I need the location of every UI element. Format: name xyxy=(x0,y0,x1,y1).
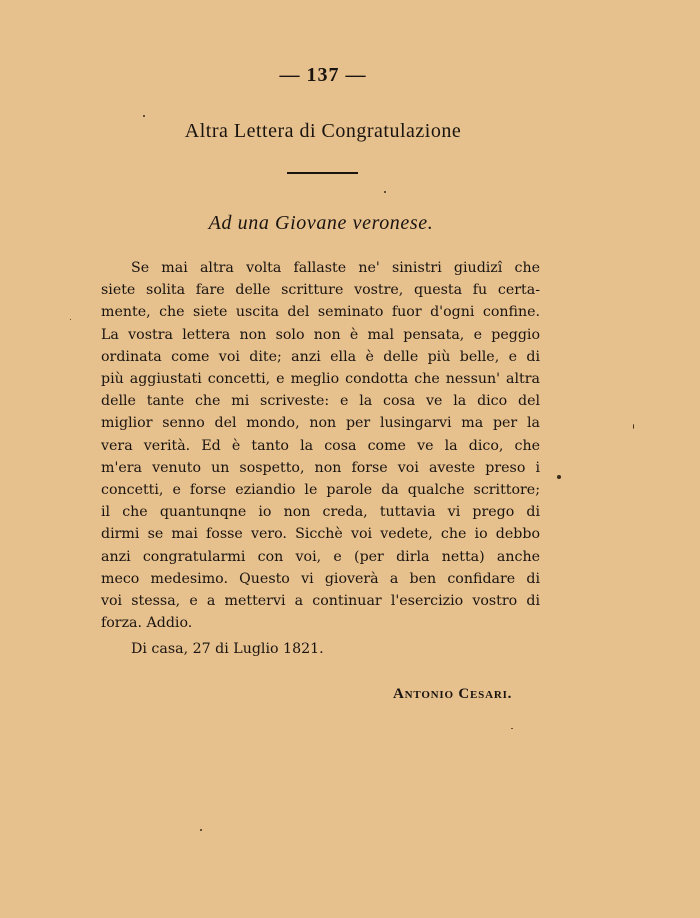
body-line: forza. Addio. xyxy=(101,615,193,632)
body-line: voi stessa, e a mettervi a continuar l'esercizio vostro di xyxy=(101,593,540,610)
body-line: delle tante che mi scriveste: e la cosa ve la dico del xyxy=(101,393,540,410)
body-line: Se mai altra volta fallaste ne' sinistri giudizî che xyxy=(131,260,540,276)
body-line: più aggiustati concetti, e meglio condotta che nessun' altra xyxy=(101,371,540,388)
body-line: anzi congratularmi con voi, e (per dirla netta) anche xyxy=(101,548,540,565)
body-line: La vostra lettera non solo non è mal pensata, e peggio xyxy=(101,326,540,343)
paper-speck xyxy=(511,728,513,729)
paper-speck xyxy=(70,319,71,320)
letter-signature: Antonio Cesari. xyxy=(393,686,513,702)
letter-title: Altra Lettera di Congratulazione xyxy=(184,120,462,142)
letter-date: Di casa, 27 di Luglio 1821. xyxy=(131,641,324,657)
body-line: miglior senno del mondo, non per lusingarvi ma per la xyxy=(101,415,540,432)
letter-body xyxy=(101,257,540,634)
body-line: meco medesimo. Questo vi gioverà a ben confidare di xyxy=(101,570,540,587)
body-line: m'era venuto un sospetto, non forse voi aveste preso i xyxy=(101,459,540,476)
body-line: vera verità. Ed è tanto la cosa come ve la dico, che xyxy=(101,437,540,454)
body-line: dirmi se mai fosse vero. Sicchè voi vedete, che io debbo xyxy=(101,526,540,543)
paper-speck xyxy=(557,475,561,479)
paper-speck xyxy=(384,191,386,193)
paper-speck xyxy=(143,115,145,117)
paper-speck xyxy=(633,424,634,429)
body-line: concetti, e forse eziandio le parole da qualche scrittore; xyxy=(101,482,540,499)
title-divider xyxy=(287,172,358,174)
body-line: mente, che siete uscita del seminato fuor d'ogni confine. xyxy=(101,304,540,321)
paper-speck xyxy=(200,829,202,831)
body-line: il che quantunqne io non creda, tuttavia vi prego di xyxy=(101,504,540,521)
body-line: ordinata come voi dite; anzi ella è delle più belle, e di xyxy=(101,348,540,365)
page-number: — 137 — xyxy=(279,64,367,86)
body-line: siete solita fare delle scritture vostre, questa fu certa- xyxy=(101,282,540,299)
letter-salutation: Ad una Giovane veronese. xyxy=(208,212,434,234)
